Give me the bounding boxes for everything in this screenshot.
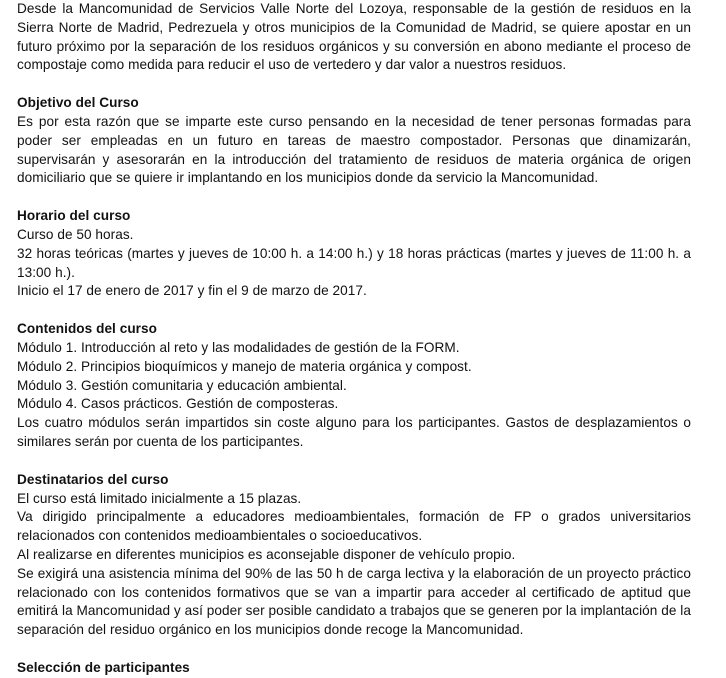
intro-paragraph: Desde la Mancomunidad de Servicios Valle Norte del Lozoya, responsable de la gestión de residuos en la Sierra Norte de Madrid, Pedrezuela y otros municipios de la Comunidad de Madrid, se quiere apostar en un futuro próximo por la separación de los residuos orgánicos y su conversión en abono mediante el proceso de compostaje como medida para reducir el uso de vertedero y dar valor a nuestros residuos. (17, 1, 691, 73)
spacer (17, 640, 691, 659)
destinatarios-line: El curso está limitado inicialmente a 15 plazas. (17, 490, 302, 506)
destinatarios-line: Va dirigido principalmente a educadores medioambientales, formación de FP o grados universitarios relacionados con contenidos medioambientales o socioeducativos. (17, 509, 691, 544)
modulo-line: Módulo 1. Introducción al reto y las modalidades de gestión de la FORM. (17, 339, 460, 355)
section-horario (17, 207, 691, 301)
section-heading-objetivo: Objetivo del Curso (17, 95, 139, 111)
document-page (17, 0, 691, 678)
horario-line: Inicio el 17 de enero de 2017 y fin el 9 de marzo de 2017. (17, 283, 367, 299)
section-heading-horario: Horario del curso (17, 208, 131, 224)
section-objetivo (17, 94, 691, 188)
spacer (17, 75, 691, 94)
spacer (17, 188, 691, 207)
modulo-line: Módulo 4. Casos prácticos. Gestión de composteras. (17, 396, 339, 412)
contenidos-note: Los cuatro módulos serán impartidos sin coste alguno para los participantes. Gastos de desplazamientos o similares serán por cuenta de los participantes. (17, 415, 691, 449)
horario-line: Curso de 50 horas. (17, 226, 134, 242)
section-heading-contenidos: Contenidos del curso (17, 321, 157, 337)
modulo-line: Módulo 2. Principios bioquímicos y manejo de materia orgánica y compost. (17, 358, 472, 374)
section-contenidos (17, 320, 691, 452)
destinatarios-line: Al realizarse en diferentes municipios es aconsejable disponer de vehículo propio. (17, 546, 516, 562)
spacer (17, 452, 691, 471)
section-heading-seleccion: Selección de participantes (17, 659, 190, 675)
horario-line: 32 horas teóricas (martes y jueves de 10:00 h. a 14:00 h.) y 18 horas prácticas (martes y jueves de 11:00 h. a 13:00 h.). (17, 245, 691, 280)
modulo-line: Módulo 3. Gestión comunitaria y educación ambiental. (17, 377, 347, 393)
section-heading-destinatarios: Destinatarios del curso (17, 471, 169, 487)
section-destinatarios (17, 471, 691, 640)
spacer (17, 301, 691, 320)
destinatarios-line: Se exigirá una asistencia mínima del 90% de las 50 h de carga lectiva y la elaboración de un proyecto práctico relacionado con los contenidos formativos que se van a impartir para acceder al certificado de aptitud que emitirá la Mancomunidad y así poder ser posible candidato a trabajos que se generen por la implantación de la separación del residuo orgánico en los municipios donde recoge la Mancomunidad. (17, 565, 691, 638)
objetivo-paragraph: Es por esta razón que se imparte este curso pensando en la necesidad de tener personas formadas para poder ser empleadas en un futuro en tareas de maestro compostador. Personas que dinamizarán, supervisarán y asesorarán en la introducción del tratamiento de residuos de materia orgánica de origen domiciliario que se quiere ir implantando en los municipios donde da servicio la Mancomunidad. (17, 113, 691, 186)
